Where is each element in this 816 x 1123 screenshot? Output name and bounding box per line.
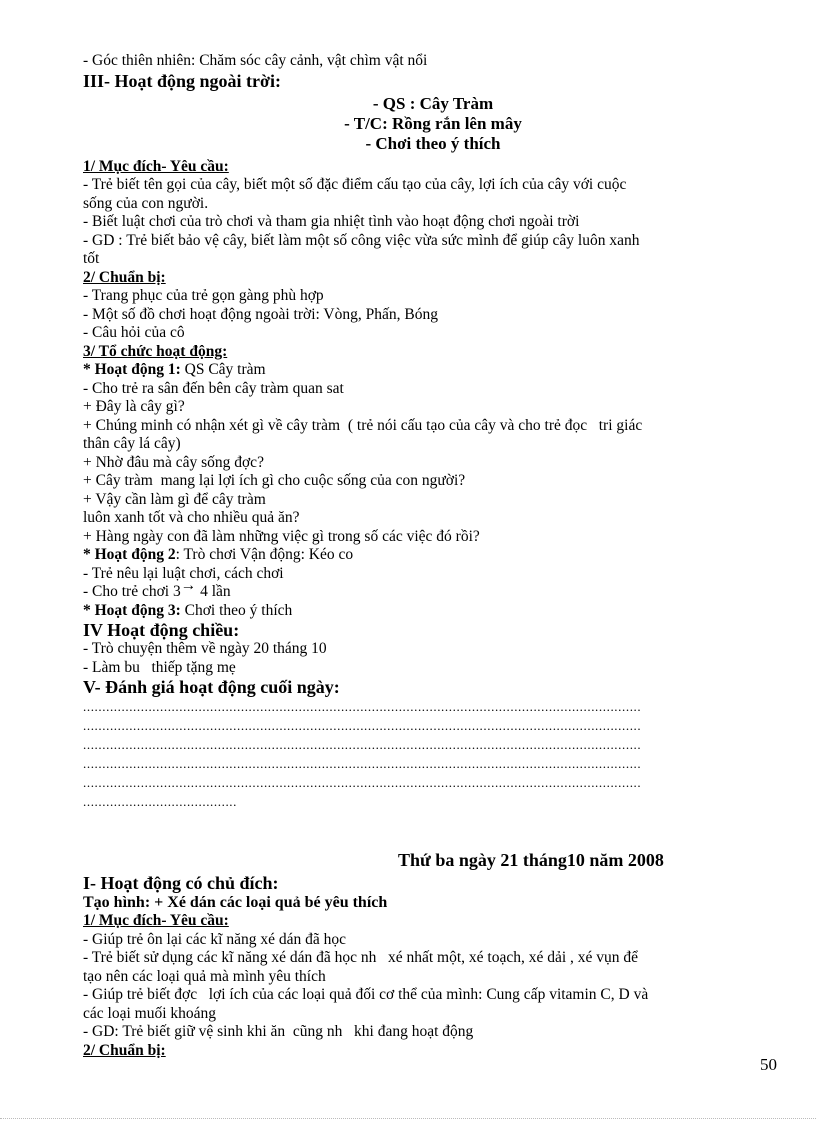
text-line: - GD : Trẻ biết bảo vệ cây, biết làm một số công việc vừa sức mình để giúp cây luôn xanh [83, 231, 640, 249]
activity-title: - QS : Cây Tràm [372, 93, 494, 113]
text-line: + Hàng ngày con đã làm những việc gì trong số các việc đó rồi? [83, 527, 480, 545]
text-line: + Vậy cần làm gì để cây tràm [83, 490, 266, 508]
activity-text: Chơi theo ý thích [180, 601, 293, 619]
text-line: - Biết luật chơi của trò chơi và tham gia nhiệt tình vào hoạt động chơi ngoài trời [83, 213, 580, 230]
dotted-line: ........................................ [83, 794, 237, 809]
text-line: các loại muối khoáng [83, 1004, 216, 1022]
text-line: - Làm bu thiếp tặng mẹ [83, 658, 236, 676]
text-line: - Trẻ biết tên gọi của cây, biết một số đặc điểm cấu tạo của cây, lợi ích của cây với cuộc [83, 176, 627, 193]
subsection-heading: 1/ Mục đích- Yêu cầu: [83, 157, 229, 175]
activity-title: - T/C: Rồng rắn lên mây [344, 113, 522, 133]
activity-text: : Trò chơi Vận động: Kéo co [175, 546, 354, 563]
page-number: 50 [760, 1055, 777, 1074]
text-line: + Đây là cây gì? [83, 398, 185, 415]
section-heading: III- Hoạt động ngoài trời: [83, 70, 281, 91]
section-heading: V- Đánh giá hoạt động cuối ngày: [83, 677, 340, 697]
text-line: - Trang phục của trẻ gọn gàng phù hợp [83, 287, 324, 304]
dotted-line: ................................................................................................................................................. [83, 699, 642, 714]
text-line: tạo nên các loại quả mà mình yêu thích [83, 967, 326, 985]
text-line: - Góc thiên nhiên: Chăm sóc cây cảnh, vật chìm vật nổi [83, 52, 428, 69]
document-body [83, 52, 783, 811]
activity-label: * Hoạt động 3: [83, 601, 181, 619]
text-line: thân cây lá cây) [83, 435, 181, 452]
page-bottom-border [0, 1118, 816, 1119]
activity-text: QS Cây tràm [180, 361, 266, 378]
text-line: luôn xanh tốt và cho nhiều quả ăn? [83, 509, 300, 526]
dotted-line: ................................................................................................................................................. [83, 775, 642, 790]
text-line: - Trò chuyện thêm về ngày 20 tháng 10 [83, 640, 327, 657]
second-section [83, 873, 783, 1060]
subsection-heading: 2/ Chuẩn bị: [83, 1041, 166, 1059]
activity-label: * Hoạt động 2 [83, 546, 176, 563]
dotted-line: ................................................................................................................................................. [83, 718, 642, 733]
activity-line [83, 546, 783, 565]
text-line: + Cây tràm mang lại lợi ích gì cho cuộc sống của con người? [83, 472, 466, 489]
subsection-heading: 1/ Mục đích- Yêu cầu: [83, 912, 229, 929]
text-line: - Giúp trẻ ôn lại các kĩ năng xé dán đã học [83, 930, 346, 948]
text-part: 4 lần [196, 583, 231, 600]
text-line [83, 577, 783, 602]
activity-line [83, 602, 783, 621]
activity-label: * Hoạt động 1: [83, 361, 181, 378]
text-line: + Chúng minh có nhận xét gì về cây tràm ( trẻ nói cấu tạo của cây và cho trẻ đọc tri giác [83, 416, 643, 434]
subsection-heading: 2/ Chuẩn bị: [83, 268, 166, 286]
text-line: + Nhờ đâu mà cây sống đợc? [83, 453, 264, 471]
activity-title: - Chơi theo ý thích [365, 133, 501, 153]
text-line: - GD: Trẻ biết giữ vệ sinh khi ăn cũng nh khi đang hoạt động [83, 1023, 474, 1040]
dotted-line: ................................................................................................................................................. [83, 737, 642, 752]
text-line: - Trẻ biết sử dụng các kĩ năng xé dán đã học nh xé nhất một, xé toạch, xé dải , xé vụn để [83, 949, 639, 966]
text-line: - Giúp trẻ biết đợc lợi ích của các loại quả đối cơ thể của mình: Cung cấp vitamin C, D và [83, 986, 649, 1003]
date-heading: Thứ ba ngày 21 tháng10 năm 2008 [398, 850, 664, 870]
text-line: - Cho trẻ ra sân đến bên cây tràm quan sat [83, 379, 344, 397]
text-part: - Cho trẻ chơi 3 [83, 583, 181, 600]
dotted-line: ................................................................................................................................................. [83, 756, 642, 771]
text-line: - Trẻ nêu lại luật chơi, cách chơi [83, 564, 284, 582]
text-line: - Một số đồ chơi hoạt động ngoài trời: Vòng, Phấn, Bóng [83, 305, 438, 323]
activity-line [83, 361, 783, 380]
arrow-icon: → [180, 577, 197, 594]
text-line: tốt [83, 250, 100, 267]
activity-title: Tạo hình: + Xé dán các loại quả bé yêu thích [83, 894, 388, 911]
text-line: sống của con người. [83, 194, 209, 212]
section-heading: I- Hoạt động có chủ đích: [83, 873, 279, 893]
subsection-heading: 3/ Tổ chức hoạt động: [83, 342, 228, 360]
text-line: - Câu hỏi của cô [83, 324, 185, 341]
section-heading: IV Hoạt động chiều: [83, 620, 240, 640]
